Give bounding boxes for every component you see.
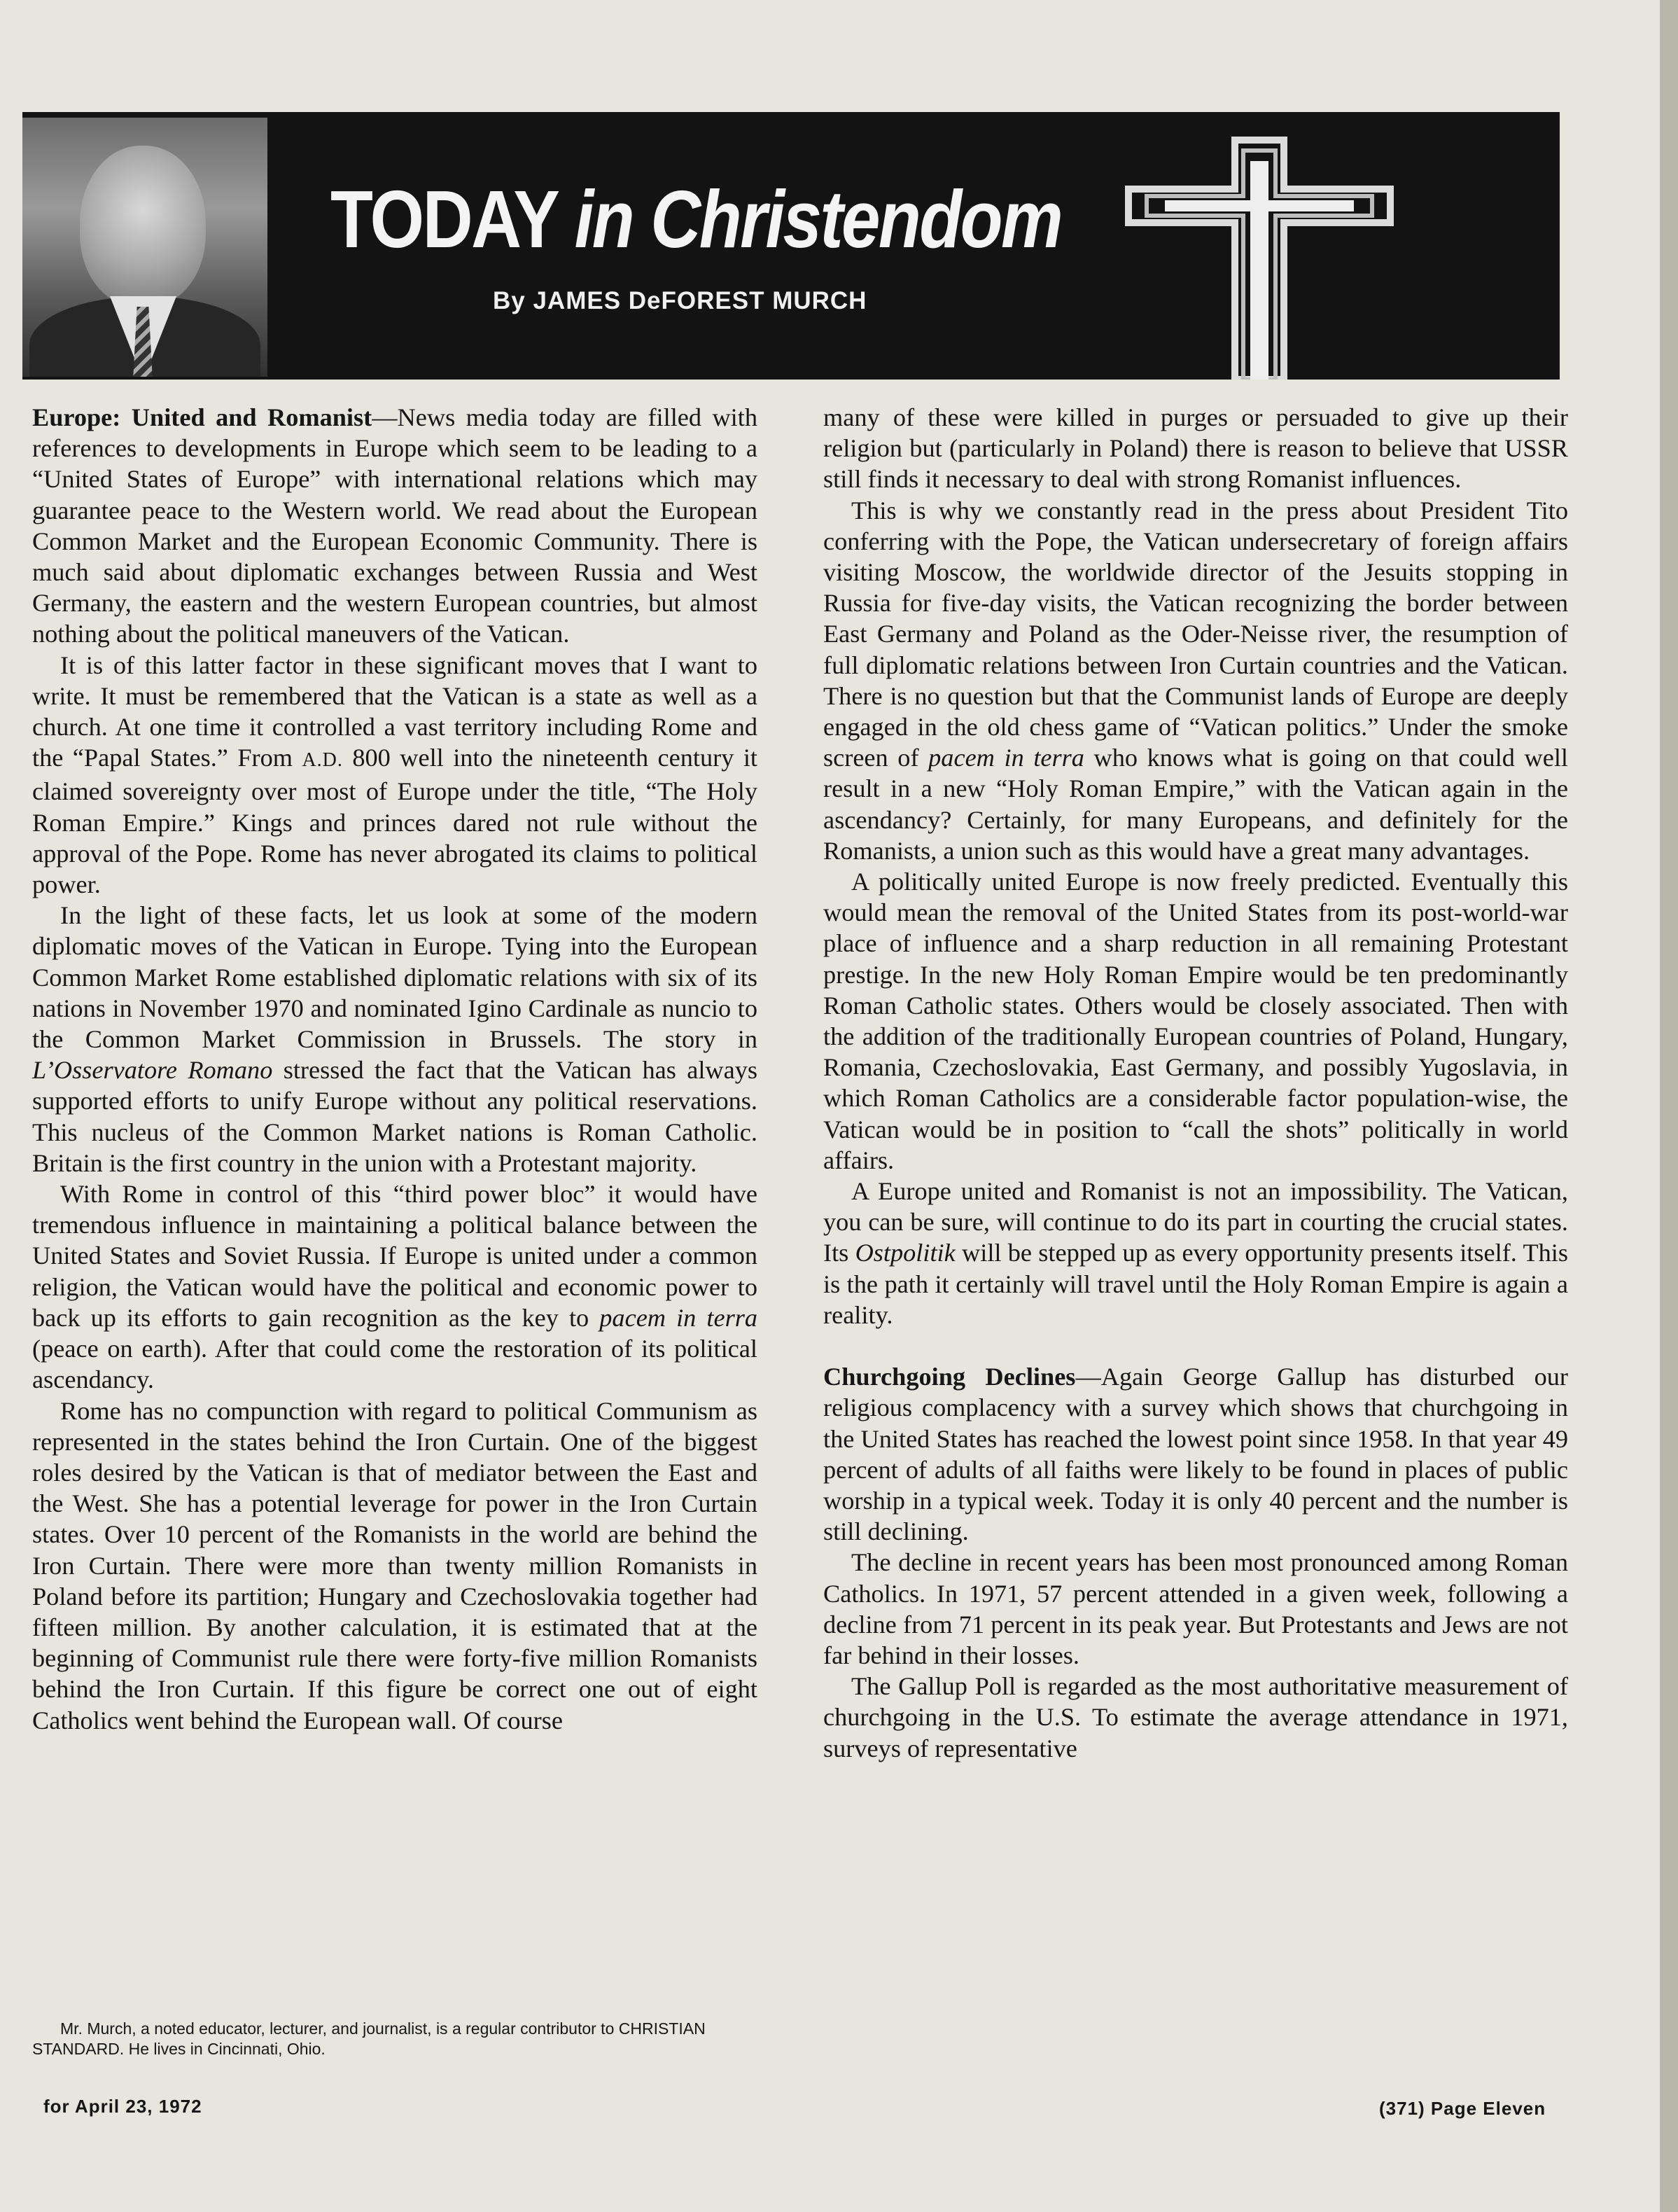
paragraph: The Gallup Poll is regarded as the most authoritative measurement of churchgoing in the U.S. To estimate the average attendance in 1971, surveys of representative (823, 1672, 1568, 1762)
issue-date: for April 23, 1972 (43, 2096, 202, 2117)
left-column (32, 402, 757, 1736)
cross-icon (1103, 112, 1560, 380)
paragraph: A politically united Europe is now freely predicted. Eventually this would mean the removal of the United States from its post-world-war place of influence and a sharp reduction in all remaining Protestant prestige. In the new Holy Roman Empire would be ten predominantly Roman Catholic states. Others would be closely associated. Then with the addition of the traditionally European countries of Poland, Hungary, Romania, Czechoslovakia, East Germany, and possibly Yugoslavia, in which Roman Catholics are a considerable factor population-wise, the Vatican would be in position to “call the shots” politically in world affairs. (823, 868, 1568, 1174)
paragraph: With Rome in control of this “third power bloc” it would have tremendous influence in maintaining a political balance between the United States and Soviet Russia. If Europe is united under a common religion, the Vatican would have the political and economic power to back up its efforts to gain recognition as the key to pacem in terra (peace on earth). After that could come the restoration of its political ascendancy. (32, 1180, 757, 1394)
paragraph: This is why we constantly read in the press about President Tito conferring with the Pope, the Vatican undersecretary of foreign affairs visiting Moscow, the worldwide director of the Jesuits stopping in Russia for five-day visits, the Vatican recognizing the border between East Germany and Poland as the Oder-Neisse river, the resumption of full diplomatic relations between Iron Curtain countries and the Vatican. There is no question but that the Communist lands of Europe are deeply engaged in the old chess game of “Vatican politics.” Under the smoke screen of pacem in terra who knows what is going on that could well result in a new “Holy Roman Empire,” with the Vatican again in the ascendancy? Certainly, for many Europeans, and definitely for the Romanists, a union such as this would have a great many advantages. (823, 496, 1569, 865)
section-heading: Churchgoing Declines (823, 1363, 1076, 1391)
paragraph: In the light of these facts, let us look at some of the modern diplomatic moves of the Vatican in Europe. Tying into the European Common Market Rome established diplomatic relations with six of its nations in November 1970 and nominated Igino Cardinale as nuncio to the Common Market Commission in Brussels. The story in L’Osservatore Romano stressed the fact that the Vatican has always supported efforts to unify Europe without any political reservations. This nucleus of the Common Market nations is Roman Catholic. Britain is the first country in the union with a Protestant majority. (32, 901, 757, 1177)
paragraph: A Europe united and Romanist is not an impossibility. The Vatican, you can be sure, will continue to do its part in courting the crucial states. Its Ostpolitik will be stepped up as every opportunity presents itself. This is the path it certainly will travel until the Holy Roman Empire is again a reality. (823, 1177, 1569, 1329)
paragraph: It is of this latter factor in these significant moves that I want to write. It must be remembered that the Vatican is a state as well as a church. At one time it controlled a vast territory including Rome and the “Papal States.” From A.D. 800 well into the nineteenth century it claimed sovereignty over most of Europe under the title, “The Holy Roman Empire.” Kings and princes dared not rule without the approval of the Pope. Rome has never abrogated its claims to political power. (32, 651, 758, 899)
column-title: TODAY in Christendom (330, 174, 1062, 265)
section-heading: Europe: United and Romanist (32, 403, 372, 431)
paragraph: Rome has no compunction with regard to political Communism as represented in the states behind the Iron Curtain. One of the biggest roles desired by the Vatican is that of mediator between the East and the West. She has a potential leverage for power in the Iron Curtain states. Over 10 percent of the Romanists in the world are behind the Iron Curtain. There were more than twenty million Romanists in Poland before its partition; Hungary and Czechoslovakia together had fifteen million. By another calculation, it is estimated that at the beginning of Communist rule there were forty-five million Romanists behind the Iron Curtain. If this figure be correct one out of eight Catholics went behind the European wall. Of course (32, 1396, 757, 1734)
paragraph: Churchgoing Declines—Again George Gallup has disturbed our religious complacency with a survey which shows that churchgoing in the United States has reached the lowest point since 1958. In that year 49 percent of adults of all faiths were likely to be found in places of public worship in a typical week. Today it is only 40 percent and the number is still declining. (823, 1363, 1568, 1546)
page-edge (1660, 0, 1678, 2212)
page-number: (371) Page Eleven (1379, 2098, 1546, 2119)
paragraph: The decline in recent years has been most pronounced among Roman Catholics. In 1971, 57 percent attended in a given week, following a decline from 71 percent in its peak year. But Protestants and Jews are not far behind in their losses. (823, 1548, 1568, 1669)
author-footnote: Mr. Murch, a noted educator, lecturer, and journalist, is a regular contributor to CHRISTIAN STANDARD. He lives in Cincinnati, Ohio. (32, 2019, 706, 2058)
paragraph: many of these were killed in purges or persuaded to give up their religion but (particularly in Poland) there is reason to believe that USSR still finds it necessary to deal with strong Romanist influences. (823, 403, 1568, 494)
right-column (823, 402, 1568, 1764)
paragraph: Europe: United and Romanist—News media today are filled with references to developments in Europe which seem to be leading to a “United States of Europe” with international relations which may guarantee peace to the Western world. We read about the European Common Market and the European Economic Community. There is much said about diplomatic exchanges between Russia and West Germany, the eastern and the western European countries, but almost nothing about the political maneuvers of the Vatican. (32, 403, 757, 648)
header-banner (22, 112, 1560, 380)
author-portrait (22, 118, 267, 377)
byline: By JAMES DeFOREST MURCH (493, 287, 867, 314)
